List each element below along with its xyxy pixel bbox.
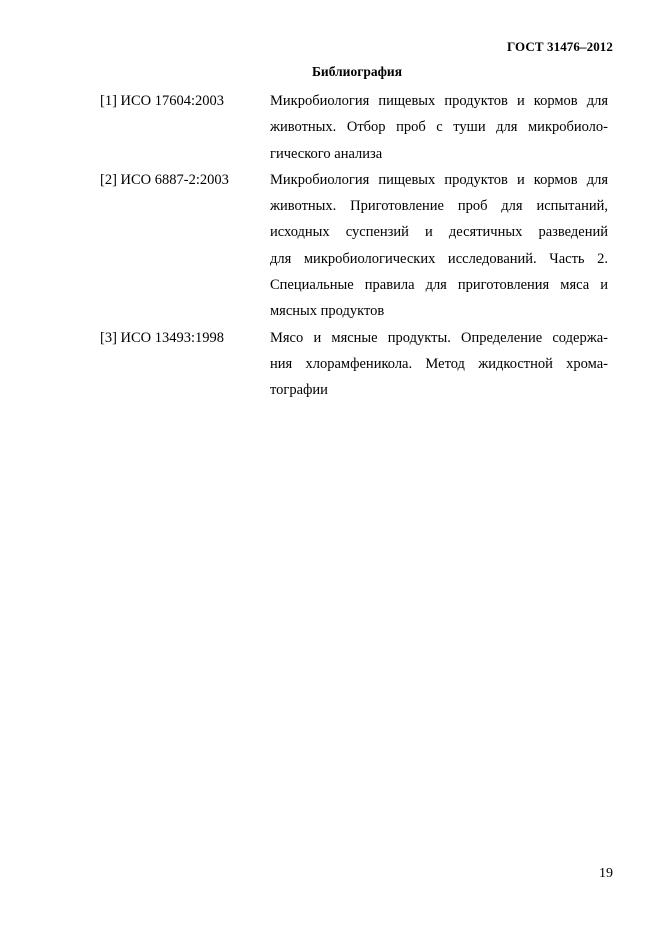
description-line: Специальные правила для приготовления мяса и <box>270 277 608 294</box>
entry-description <box>270 88 608 167</box>
description-line: животных. Приготовление проб для испытаний, <box>270 198 608 215</box>
section-title: Библиография <box>311 64 403 79</box>
standard-code: ГОСТ 31476–2012 <box>506 39 613 54</box>
page-number: 19 <box>599 866 613 881</box>
description-line: Микробиология пищевых продуктов и кормов для <box>270 93 608 109</box>
bibliography-entry-1 <box>100 88 608 167</box>
entry-description <box>270 325 608 404</box>
entry-reference: [2] ИСО 6887-2:2003 <box>100 171 229 188</box>
description-line: Мясо и мясные продукты. Определение содержа- <box>270 329 608 346</box>
description-line: исходных суспензий и десятичных разведений <box>270 224 608 241</box>
entry-reference: [1] ИСО 17604:2003 <box>100 93 225 109</box>
description-line: ния хлорамфеникола. Метод жидкостной хрома- <box>270 355 608 372</box>
bibliography-entry-2 <box>100 167 608 325</box>
description-line: гического анализа <box>270 145 383 162</box>
entry-description <box>270 167 608 325</box>
description-line: тографии <box>270 382 328 399</box>
bibliography-entry-3 <box>100 325 608 404</box>
description-line: Микробиология пищевых продуктов и кормов для <box>270 171 608 188</box>
description-line: для микробиологических исследований. Часть 2. <box>270 250 608 267</box>
description-line: мясных продуктов <box>270 303 385 320</box>
entry-reference: [3] ИСО 13493:1998 <box>100 329 225 346</box>
bibliography-list <box>100 88 608 404</box>
description-line: животных. Отбор проб с туши для микробиоло- <box>270 119 608 136</box>
